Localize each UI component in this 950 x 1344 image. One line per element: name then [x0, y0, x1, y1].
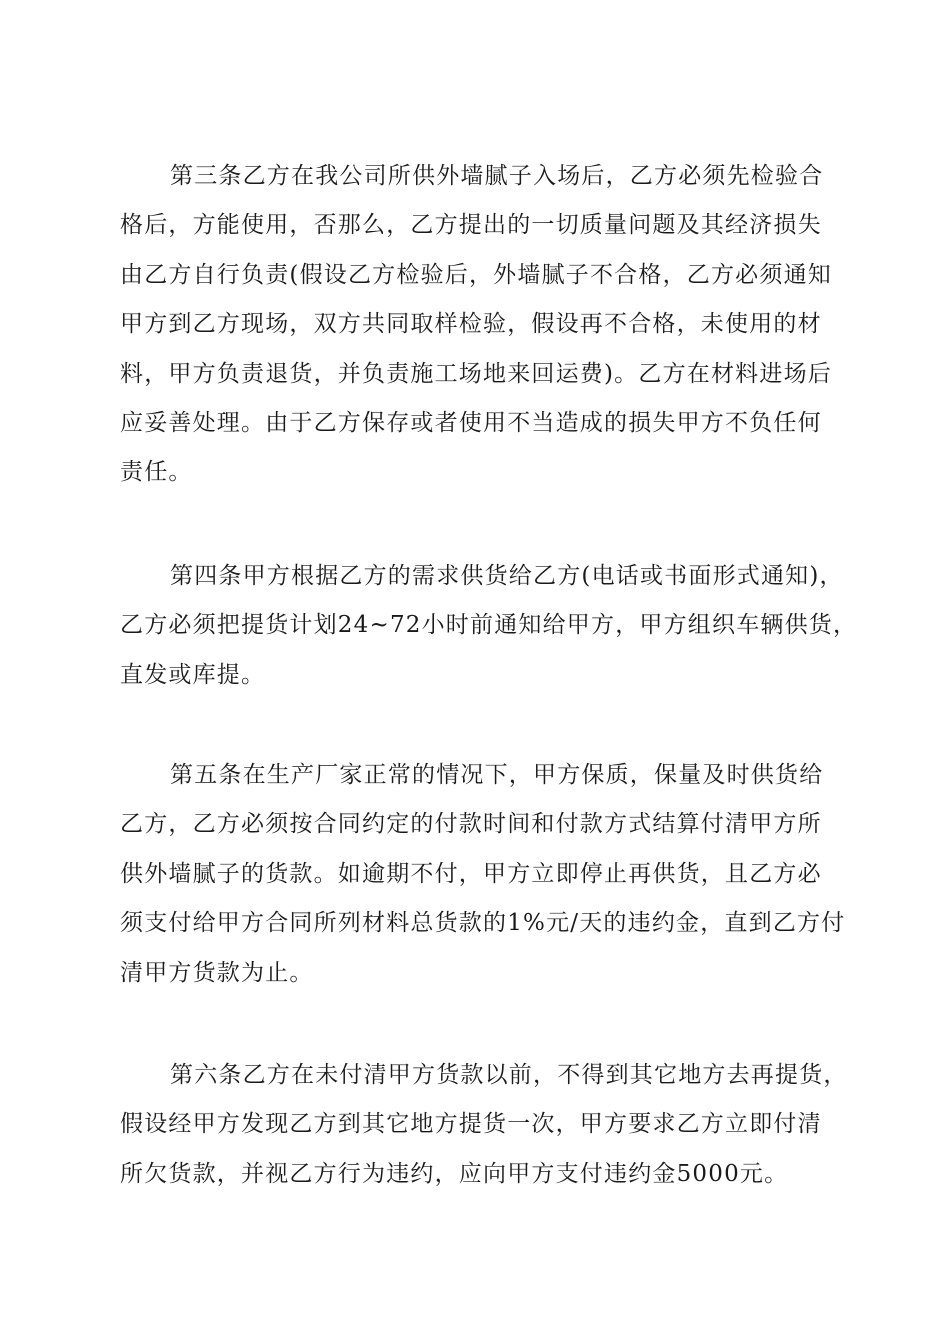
- article-4-paragraph: [120, 552, 858, 700]
- article-4-line: 第四条甲方根据乙方的需求供货给乙方(电话或书面形式通知)，: [170, 563, 844, 589]
- article-5-line: 供外墙腻子的货款。如逾期不付，甲方立即停止再供货，且乙方必: [120, 860, 822, 887]
- article-3-line: 应妥善处理。由于乙方保存或者使用不当造成的损失甲方不负任何: [120, 409, 822, 436]
- article-3-line: 第三条乙方在我公司所供外墙腻子入场后，乙方必须先检验合: [170, 163, 824, 189]
- article-5-paragraph: [120, 751, 846, 998]
- article-6-line: 所欠货款，并视乙方行为违约，应向甲方支付违约金5000元。: [120, 1160, 789, 1187]
- article-5-line: 须支付给甲方合同所列材料总货款的1%元/天的违约金，直到乙方付: [120, 910, 846, 937]
- article-3-line: 甲方到乙方现场，双方共同取样检验，假设再不合格，未使用的材: [120, 311, 822, 338]
- article-3-line: 料，甲方负责退货，并负责施工场地来回运费)。乙方在材料进场后: [120, 360, 832, 387]
- article-3-line: 由乙方自行负责(假设乙方检验后，外墙腻子不合格，乙方必须通知: [120, 261, 832, 288]
- article-4-line: 乙方必须把提货计划24~72小时前通知给甲方，甲方组织车辆供货，: [120, 612, 858, 639]
- article-3-paragraph: [120, 152, 832, 498]
- article-5-line: 乙方，乙方必须按合同约定的付款时间和付款方式结算付清甲方所: [120, 811, 822, 838]
- article-6-line: 第六条乙方在未付清甲方货款以前，不得到其它地方去再提货，: [170, 1062, 848, 1088]
- article-6-paragraph: [120, 1051, 848, 1199]
- article-6-line: 假设经甲方发现乙方到其它地方提货一次，甲方要求乙方立即付清: [120, 1111, 822, 1138]
- article-3-line: 格后，方能使用，否那么，乙方提出的一切质量问题及其经济损失: [120, 212, 822, 239]
- article-4-line: 直发或库提。: [120, 661, 266, 688]
- article-5-line: 清甲方货款为止。: [120, 959, 314, 986]
- article-5-line: 第五条在生产厂家正常的情况下，甲方保质，保量及时供货给: [170, 762, 824, 788]
- article-3-line: 责任。: [120, 459, 193, 486]
